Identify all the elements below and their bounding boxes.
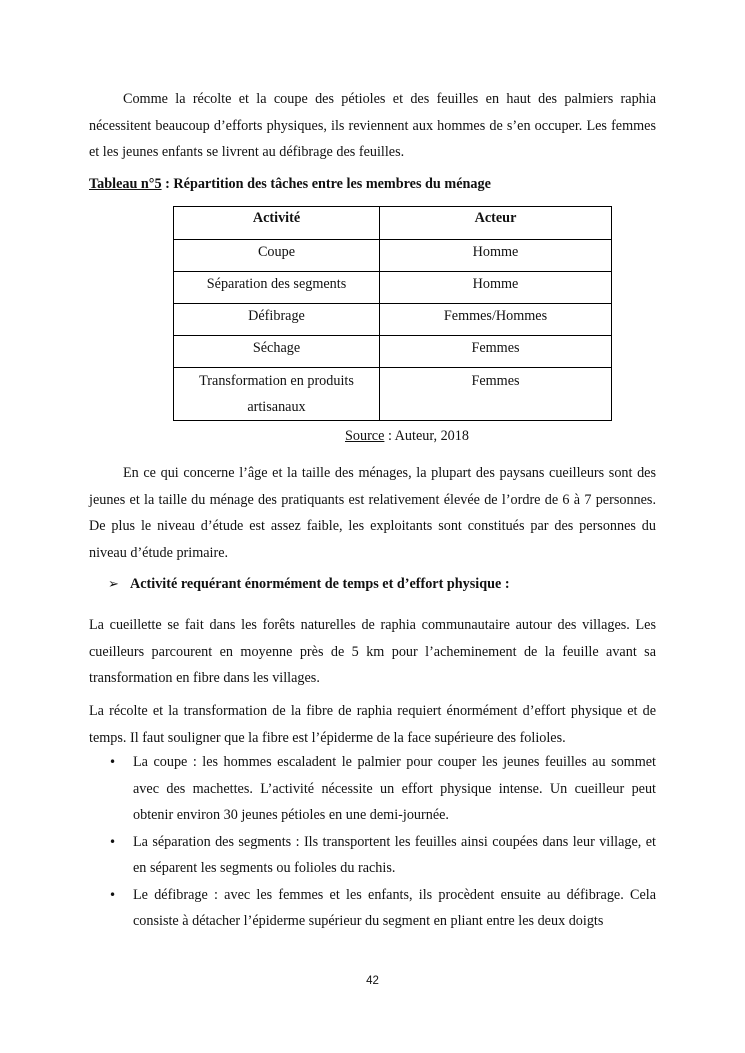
table-caption: [89, 176, 491, 193]
section-heading-text: Activité requérant énormément de temps et d’effort physique :: [130, 576, 510, 592]
table-header-row: [174, 207, 612, 240]
table-cell-activity: Séparation des segments: [174, 272, 380, 304]
table-cell-activity: Séchage: [174, 336, 380, 368]
table-source: [345, 428, 469, 445]
table-cell-actor: Femmes: [380, 336, 612, 368]
table-cell-actor: Femmes: [380, 368, 612, 421]
bullet-icon: •: [109, 755, 117, 769]
table-cell-activity: Défibrage: [174, 304, 380, 336]
harvest-paragraph: La cueillette se fait dans les forêts naturelles de raphia communautaire autour des villages. Les cueilleurs parcourent en moyenne près de 5 km pour l’acheminement de la feuille avant sa transformation en fibre dans les villages.: [89, 617, 656, 686]
source-label: Source: [345, 428, 385, 444]
table-caption-text: : Répartition des tâches entre les membres du ménage: [161, 176, 491, 192]
list-item: [89, 829, 656, 882]
task-distribution-table: [173, 206, 612, 421]
table-cell-actor: Homme: [380, 272, 612, 304]
table-cell-actor: Homme: [380, 240, 612, 272]
arrow-bullet-icon: ➢: [108, 577, 119, 592]
page-number: 42: [366, 975, 379, 987]
table-caption-label: Tableau n°5: [89, 176, 162, 192]
bullet-icon: •: [109, 834, 117, 849]
table-row: [174, 336, 612, 368]
intro-paragraph: Comme la récolte et la coupe des pétioles et des feuilles en haut des palmiers raphia nécessitent beaucoup d’efforts physiques, ils reviennent aux hommes de s’en occuper. Les femmes et les jeunes enfants se livrent au défibrage des feuilles.: [89, 91, 656, 160]
list-item-text: La coupe : les hommes escaladent le palmier pour couper les jeunes feuilles au sommet avec des machettes. L’activité nécessite un effort physique intense. Un cueilleur peut obtenir environ 30 jeunes pétioles en une demi-journée.: [133, 754, 656, 823]
source-text: : Auteur, 2018: [384, 428, 469, 444]
table-cell-actor: Femmes/Hommes: [380, 304, 612, 336]
list-item: [89, 749, 656, 829]
bullet-icon: •: [109, 887, 117, 902]
table-row: [174, 368, 612, 421]
table-row: [174, 272, 612, 304]
steps-list: [89, 749, 656, 935]
table-row: [174, 304, 612, 336]
table-header-activity: Activité: [174, 207, 380, 240]
list-item-text: Le défibrage : avec les femmes et les enfants, ils procèdent ensuite au défibrage. Cela consiste à détacher l’épiderme supérieur du segment en pliant entre les deux doigts: [133, 886, 656, 929]
list-item: [89, 882, 656, 935]
table-row: [174, 240, 612, 272]
section-heading: [108, 576, 510, 593]
table-cell-activity: Transformation en produits artisanaux: [174, 368, 380, 421]
household-paragraph: En ce qui concerne l’âge et la taille des ménages, la plupart des paysans cueilleurs sont des jeunes et la taille du ménage des pratiquants est relativement élevée de l’ordre de 6 à 7 personnes. De plus le niveau d’étude est assez faible, les exploitants sont constitués par des personnes du niveau d’étude primaire.: [89, 465, 656, 561]
table-header-actor: Acteur: [380, 207, 612, 240]
effort-paragraph: La récolte et la transformation de la fibre de raphia requiert énormément d’effort physique et de temps. Il faut souligner que la fibre est l’épiderme de la face supérieure des folioles.: [89, 703, 656, 746]
list-item-text: La séparation des segments : Ils transportent les feuilles ainsi coupées dans leur village, et en séparent les segments ou folioles du rachis.: [133, 833, 656, 876]
table-cell-activity: Coupe: [174, 240, 380, 272]
